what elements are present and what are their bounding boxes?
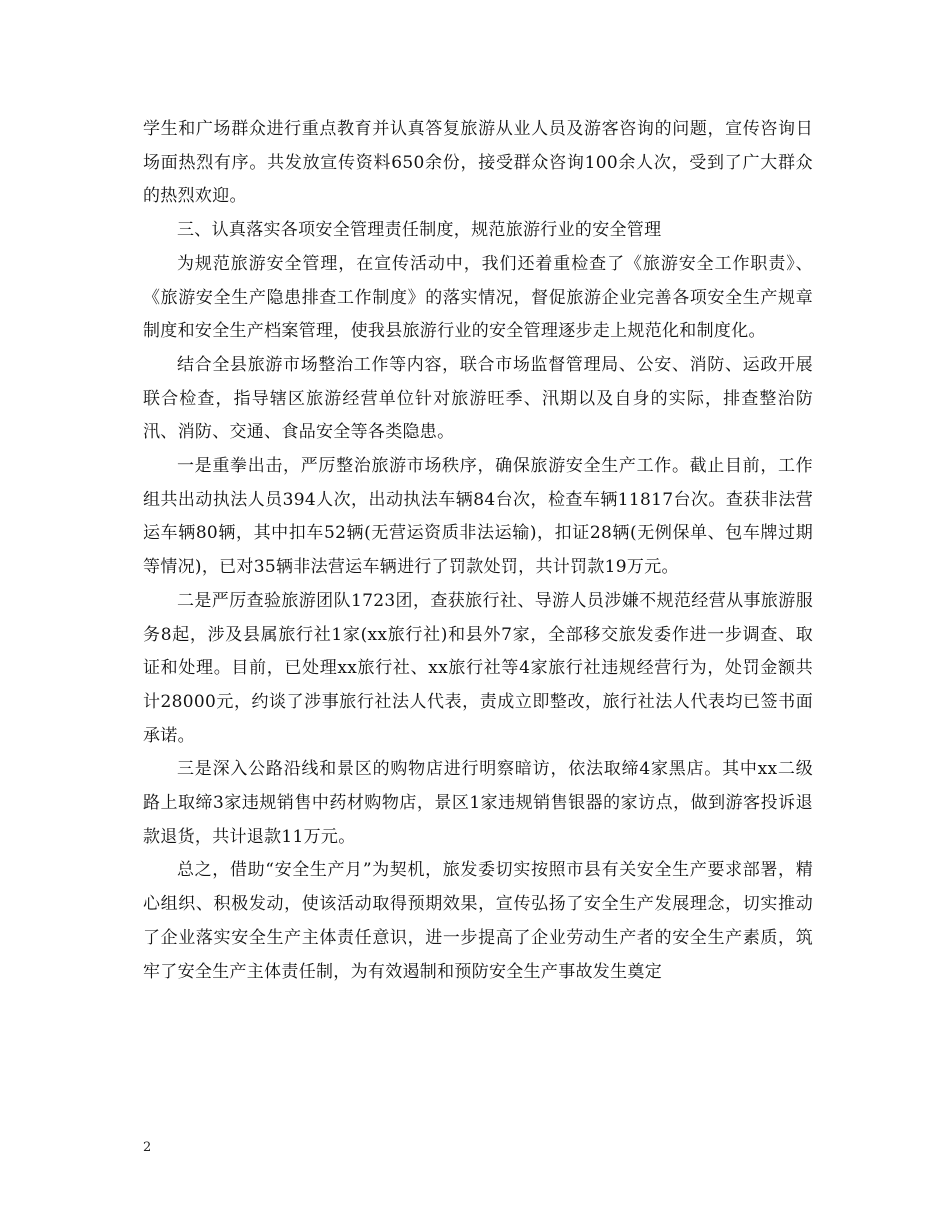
paragraph: 二是严厉查验旅游团队1723团，查获旅行社、导游人员涉嫌不规范经营从事旅游服务8起，涉及县属旅行社1家(xx旅行社)和县外7家，全部移交旅发委作进一步调查、取证和处理。目前，已处理xx旅行社、xx旅行社等4家旅行社违规经营行为，处罚金额共计28000元，约谈了涉事旅行社法人代表，责成立即整改，旅行社法人代表均已签书面承诺。	[143, 590, 813, 746]
paragraph: 一是重拳出击，严厉整治旅游市场秩序，确保旅游安全生产工作。截止目前，工作组共出动执法人员394人次，出动执法车辆84台次，检查车辆11817台次。查获非法营运车辆80辆，其中扣车52辆(无营运资质非法运输)，扣证28辆(无例保单、包车牌过期等情况)，已对35辆非法营运车辆进行了罚款处罚，共计罚款19万元。	[143, 456, 813, 578]
paragraph: 为规范旅游安全管理，在宣传活动中，我们还着重检查了《旅游安全工作职责》、《旅游安全生产隐患排查工作制度》的落实情况，督促旅游企业完善各项安全生产规章制度和安全生产档案管理，使我县旅游行业的安全管理逐步走上规范化和制度化。	[143, 253, 813, 342]
page-number: 2	[143, 1140, 152, 1155]
paragraph: 结合全县旅游市场整治工作等内容，联合市场监督管理局、公安、消防、运政开展联合检查，指导辖区旅游经营单位针对旅游旺季、汛期以及自身的实际，排查整治防汛、消防、交通、食品安全等各类隐患。	[143, 354, 813, 443]
paragraph-continuation: 学生和广场群众进行重点教育并认真答复旅游从业人员及游客咨询的问题，宣传咨询日场面热烈有序。共发放宣传资料650余份，接受群众咨询100余人次，受到了广大群众的热烈欢迎。	[143, 119, 813, 207]
paragraph: 三是深入公路沿线和景区的购物店进行明察暗访，依法取缔4家黑店。其中xx二级路上取缔3家违规销售中药材购物店，景区1家违规销售银器的家访点，做到游客投诉退款退货，共计退款11万元。	[143, 759, 813, 847]
section-heading: 三、认真落实各项安全管理责任制度，规范旅游行业的安全管理	[177, 220, 662, 241]
paragraph: 总之，借助“安全生产月”为契机，旅发委切实按照市县有关安全生产要求部署，精心组织、积极发动，使该活动取得预期效果，宣传弘扬了安全生产发展理念，切实推动了企业落实安全生产主体责任意识，进一步提高了企业劳动生产者的安全生产素质，筑牢了安全生产主体责任制，为有效遏制和预防安全生产事故发生奠定	[143, 860, 813, 982]
document-body	[143, 113, 813, 989]
